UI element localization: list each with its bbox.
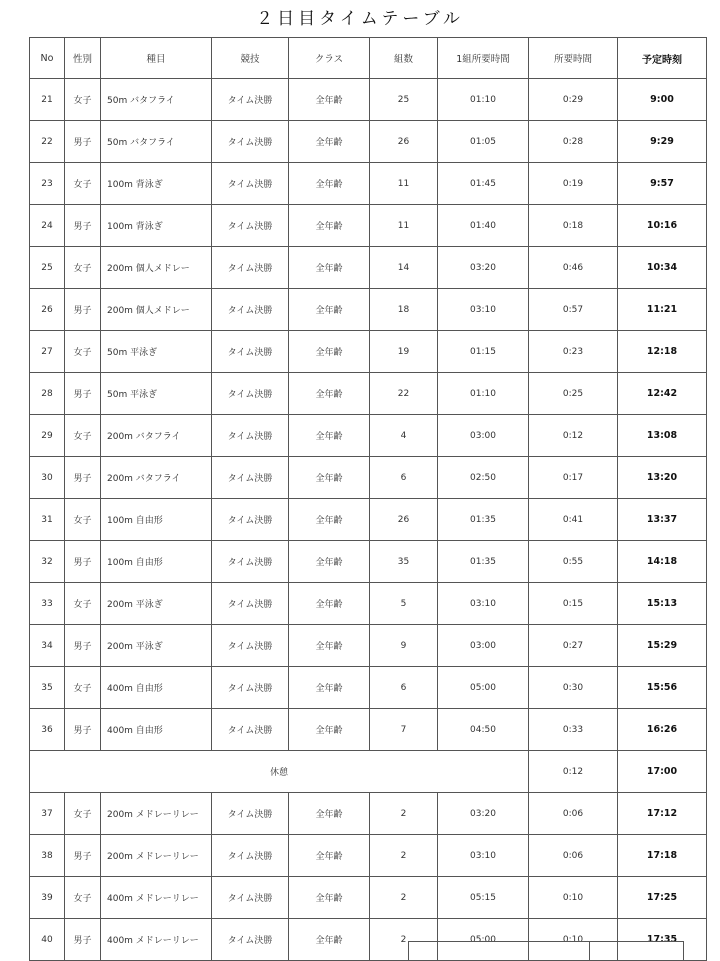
cell-class: 全年齢 — [289, 793, 370, 835]
cell-scheduled: 10:16 — [618, 205, 707, 247]
header-scheduled: 予定時刻 — [618, 38, 707, 79]
table-row — [30, 79, 707, 121]
cell-no: 26 — [30, 289, 65, 331]
cell-gender: 男子 — [65, 205, 101, 247]
cell-heats: 6 — [370, 667, 438, 709]
table-row — [30, 289, 707, 331]
cell-scheduled: 17:12 — [618, 793, 707, 835]
cell-class: 全年齢 — [289, 541, 370, 583]
table-row — [30, 541, 707, 583]
cell-scheduled: 17:18 — [618, 835, 707, 877]
cell-gender: 女子 — [65, 499, 101, 541]
cell-scheduled: 17:35 — [618, 919, 707, 961]
cell-scheduled: 14:18 — [618, 541, 707, 583]
cell-duration: 0:23 — [529, 331, 618, 373]
cell-duration: 0:41 — [529, 499, 618, 541]
header-duration: 所要時間 — [529, 38, 618, 79]
cell-event: 200m 個人メドレー — [101, 247, 212, 289]
cell-duration: 0:17 — [529, 457, 618, 499]
cell-gender: 男子 — [65, 541, 101, 583]
cell-time-per-heat: 01:45 — [438, 163, 529, 205]
table-row — [30, 667, 707, 709]
cell-gender: 男子 — [65, 919, 101, 961]
table-row — [30, 877, 707, 919]
cell-class: 全年齢 — [289, 415, 370, 457]
cell-heats: 26 — [370, 499, 438, 541]
table-footer-cells — [408, 941, 684, 961]
cell-duration: 0:55 — [529, 541, 618, 583]
cell-gender: 男子 — [65, 835, 101, 877]
cell-no: 35 — [30, 667, 65, 709]
header-gender: 性別 — [65, 38, 101, 79]
cell-scheduled: 9:29 — [618, 121, 707, 163]
cell-scheduled: 12:18 — [618, 331, 707, 373]
cell-event: 200m メドレーリレー — [101, 835, 212, 877]
cell-competition: タイム決勝 — [212, 205, 289, 247]
break-row — [30, 751, 707, 793]
cell-time-per-heat: 01:40 — [438, 205, 529, 247]
break-scheduled: 17:00 — [618, 751, 707, 793]
cell-gender: 女子 — [65, 793, 101, 835]
cell-scheduled: 13:08 — [618, 415, 707, 457]
cell-gender: 男子 — [65, 121, 101, 163]
cell-gender: 女子 — [65, 79, 101, 121]
cell-no: 25 — [30, 247, 65, 289]
cell-gender: 女子 — [65, 415, 101, 457]
cell-gender: 男子 — [65, 709, 101, 751]
cell-scheduled: 11:21 — [618, 289, 707, 331]
cell-heats: 5 — [370, 583, 438, 625]
cell-class: 全年齢 — [289, 667, 370, 709]
cell-competition: タイム決勝 — [212, 163, 289, 205]
cell-time-per-heat: 05:00 — [438, 667, 529, 709]
cell-scheduled: 15:29 — [618, 625, 707, 667]
cell-duration: 0:15 — [529, 583, 618, 625]
cell-heats: 2 — [370, 919, 438, 961]
cell-competition: タイム決勝 — [212, 289, 289, 331]
cell-no: 31 — [30, 499, 65, 541]
cell-time-per-heat: 05:00 — [438, 919, 529, 961]
cell-heats: 19 — [370, 331, 438, 373]
cell-gender: 男子 — [65, 289, 101, 331]
cell-class: 全年齢 — [289, 877, 370, 919]
cell-competition: タイム決勝 — [212, 583, 289, 625]
cell-event: 400m 自由形 — [101, 709, 212, 751]
cell-event: 200m バタフライ — [101, 457, 212, 499]
cell-duration: 0:29 — [529, 79, 618, 121]
table-row — [30, 415, 707, 457]
table-row — [30, 331, 707, 373]
cell-time-per-heat: 01:05 — [438, 121, 529, 163]
cell-no: 33 — [30, 583, 65, 625]
cell-time-per-heat: 03:00 — [438, 415, 529, 457]
cell-gender: 男子 — [65, 457, 101, 499]
cell-no: 36 — [30, 709, 65, 751]
cell-time-per-heat: 03:00 — [438, 625, 529, 667]
table-row — [30, 457, 707, 499]
cell-class: 全年齢 — [289, 457, 370, 499]
cell-event: 400m メドレーリレー — [101, 919, 212, 961]
cell-heats: 2 — [370, 793, 438, 835]
cell-scheduled: 12:42 — [618, 373, 707, 415]
header-event: 種目 — [101, 38, 212, 79]
cell-heats: 11 — [370, 163, 438, 205]
cell-scheduled: 17:25 — [618, 877, 707, 919]
cell-heats: 6 — [370, 457, 438, 499]
cell-duration: 0:06 — [529, 835, 618, 877]
cell-time-per-heat: 04:50 — [438, 709, 529, 751]
cell-duration: 0:28 — [529, 121, 618, 163]
cell-no: 22 — [30, 121, 65, 163]
cell-class: 全年齢 — [289, 205, 370, 247]
cell-no: 21 — [30, 79, 65, 121]
cell-competition: タイム決勝 — [212, 457, 289, 499]
cell-duration: 0:30 — [529, 667, 618, 709]
cell-duration: 0:27 — [529, 625, 618, 667]
cell-event: 400m 自由形 — [101, 667, 212, 709]
table-row — [30, 625, 707, 667]
table-row — [30, 373, 707, 415]
table-row — [30, 835, 707, 877]
cell-competition: タイム決勝 — [212, 709, 289, 751]
cell-no: 39 — [30, 877, 65, 919]
cell-gender: 女子 — [65, 331, 101, 373]
cell-time-per-heat: 01:35 — [438, 499, 529, 541]
cell-time-per-heat: 03:10 — [438, 835, 529, 877]
cell-class: 全年齢 — [289, 121, 370, 163]
header-row — [30, 38, 707, 79]
cell-heats: 11 — [370, 205, 438, 247]
cell-scheduled: 10:34 — [618, 247, 707, 289]
cell-competition: タイム決勝 — [212, 121, 289, 163]
cell-time-per-heat: 03:10 — [438, 583, 529, 625]
cell-class: 全年齢 — [289, 499, 370, 541]
cell-event: 100m 自由形 — [101, 499, 212, 541]
cell-event: 400m メドレーリレー — [101, 877, 212, 919]
cell-time-per-heat: 03:20 — [438, 247, 529, 289]
cell-competition: タイム決勝 — [212, 625, 289, 667]
cell-scheduled: 15:13 — [618, 583, 707, 625]
cell-duration: 0:18 — [529, 205, 618, 247]
cell-time-per-heat: 05:15 — [438, 877, 529, 919]
cell-competition: タイム決勝 — [212, 793, 289, 835]
cell-competition: タイム決勝 — [212, 877, 289, 919]
cell-competition: タイム決勝 — [212, 667, 289, 709]
cell-duration: 0:25 — [529, 373, 618, 415]
cell-time-per-heat: 01:15 — [438, 331, 529, 373]
cell-time-per-heat: 02:50 — [438, 457, 529, 499]
cell-event: 100m 自由形 — [101, 541, 212, 583]
cell-time-per-heat: 01:10 — [438, 79, 529, 121]
header-heats: 組数 — [370, 38, 438, 79]
cell-heats: 18 — [370, 289, 438, 331]
cell-gender: 女子 — [65, 163, 101, 205]
cell-competition: タイム決勝 — [212, 79, 289, 121]
cell-heats: 14 — [370, 247, 438, 289]
cell-scheduled: 15:56 — [618, 667, 707, 709]
cell-event: 100m 背泳ぎ — [101, 163, 212, 205]
cell-event: 200m 個人メドレー — [101, 289, 212, 331]
cell-class: 全年齢 — [289, 373, 370, 415]
cell-heats: 2 — [370, 877, 438, 919]
cell-scheduled: 13:37 — [618, 499, 707, 541]
cell-competition: タイム決勝 — [212, 373, 289, 415]
table-row — [30, 205, 707, 247]
cell-event: 50m 平泳ぎ — [101, 331, 212, 373]
cell-no: 28 — [30, 373, 65, 415]
cell-no: 38 — [30, 835, 65, 877]
cell-class: 全年齢 — [289, 835, 370, 877]
cell-event: 50m 平泳ぎ — [101, 373, 212, 415]
cell-scheduled: 9:00 — [618, 79, 707, 121]
cell-class: 全年齢 — [289, 625, 370, 667]
page-title: ２日目タイムテーブル — [256, 9, 464, 29]
cell-scheduled: 13:20 — [618, 457, 707, 499]
cell-competition: タイム決勝 — [212, 499, 289, 541]
cell-time-per-heat: 03:20 — [438, 793, 529, 835]
header-competition: 競技 — [212, 38, 289, 79]
cell-no: 34 — [30, 625, 65, 667]
cell-heats: 35 — [370, 541, 438, 583]
cell-heats: 22 — [370, 373, 438, 415]
break-label: 休憩 — [30, 751, 529, 793]
cell-time-per-heat: 01:35 — [438, 541, 529, 583]
cell-event: 50m バタフライ — [101, 121, 212, 163]
cell-gender: 女子 — [65, 667, 101, 709]
cell-heats: 9 — [370, 625, 438, 667]
cell-no: 40 — [30, 919, 65, 961]
cell-event: 50m バタフライ — [101, 79, 212, 121]
cell-competition: タイム決勝 — [212, 247, 289, 289]
table-row — [30, 163, 707, 205]
table-row — [30, 121, 707, 163]
cell-event: 200m 平泳ぎ — [101, 625, 212, 667]
cell-heats: 7 — [370, 709, 438, 751]
cell-event: 200m 平泳ぎ — [101, 583, 212, 625]
cell-duration: 0:12 — [529, 415, 618, 457]
cell-gender: 男子 — [65, 625, 101, 667]
cell-class: 全年齢 — [289, 583, 370, 625]
cell-class: 全年齢 — [289, 331, 370, 373]
cell-gender: 女子 — [65, 247, 101, 289]
cell-heats: 25 — [370, 79, 438, 121]
cell-no: 27 — [30, 331, 65, 373]
cell-duration: 0:19 — [529, 163, 618, 205]
cell-duration: 0:10 — [529, 877, 618, 919]
cell-competition: タイム決勝 — [212, 331, 289, 373]
cell-class: 全年齢 — [289, 709, 370, 751]
cell-no: 32 — [30, 541, 65, 583]
header-class: クラス — [289, 38, 370, 79]
table-row — [30, 793, 707, 835]
table-row — [30, 247, 707, 289]
cell-time-per-heat: 01:10 — [438, 373, 529, 415]
break-duration: 0:12 — [529, 751, 618, 793]
cell-time-per-heat: 03:10 — [438, 289, 529, 331]
cell-no: 37 — [30, 793, 65, 835]
header-time-per-heat: 1組所要時間 — [438, 38, 529, 79]
table-row — [30, 583, 707, 625]
cell-class: 全年齢 — [289, 289, 370, 331]
header-no: No — [30, 38, 65, 79]
cell-scheduled: 9:57 — [618, 163, 707, 205]
cell-no: 29 — [30, 415, 65, 457]
cell-scheduled: 16:26 — [618, 709, 707, 751]
cell-class: 全年齢 — [289, 919, 370, 961]
cell-no: 30 — [30, 457, 65, 499]
cell-no: 23 — [30, 163, 65, 205]
table-row — [30, 499, 707, 541]
cell-duration: 0:57 — [529, 289, 618, 331]
cell-heats: 4 — [370, 415, 438, 457]
cell-gender: 女子 — [65, 877, 101, 919]
cell-class: 全年齢 — [289, 79, 370, 121]
cell-event: 100m 背泳ぎ — [101, 205, 212, 247]
cell-heats: 26 — [370, 121, 438, 163]
cell-competition: タイム決勝 — [212, 835, 289, 877]
timetable — [29, 37, 707, 961]
cell-gender: 女子 — [65, 583, 101, 625]
cell-class: 全年齢 — [289, 247, 370, 289]
cell-no: 24 — [30, 205, 65, 247]
cell-competition: タイム決勝 — [212, 919, 289, 961]
cell-heats: 2 — [370, 835, 438, 877]
cell-duration: 0:46 — [529, 247, 618, 289]
cell-event: 200m メドレーリレー — [101, 793, 212, 835]
table-row — [30, 709, 707, 751]
cell-competition: タイム決勝 — [212, 541, 289, 583]
cell-competition: タイム決勝 — [212, 415, 289, 457]
cell-duration: 0:33 — [529, 709, 618, 751]
cell-gender: 男子 — [65, 373, 101, 415]
cell-duration: 0:10 — [529, 919, 618, 961]
cell-class: 全年齢 — [289, 163, 370, 205]
cell-event: 200m バタフライ — [101, 415, 212, 457]
cell-duration: 0:06 — [529, 793, 618, 835]
